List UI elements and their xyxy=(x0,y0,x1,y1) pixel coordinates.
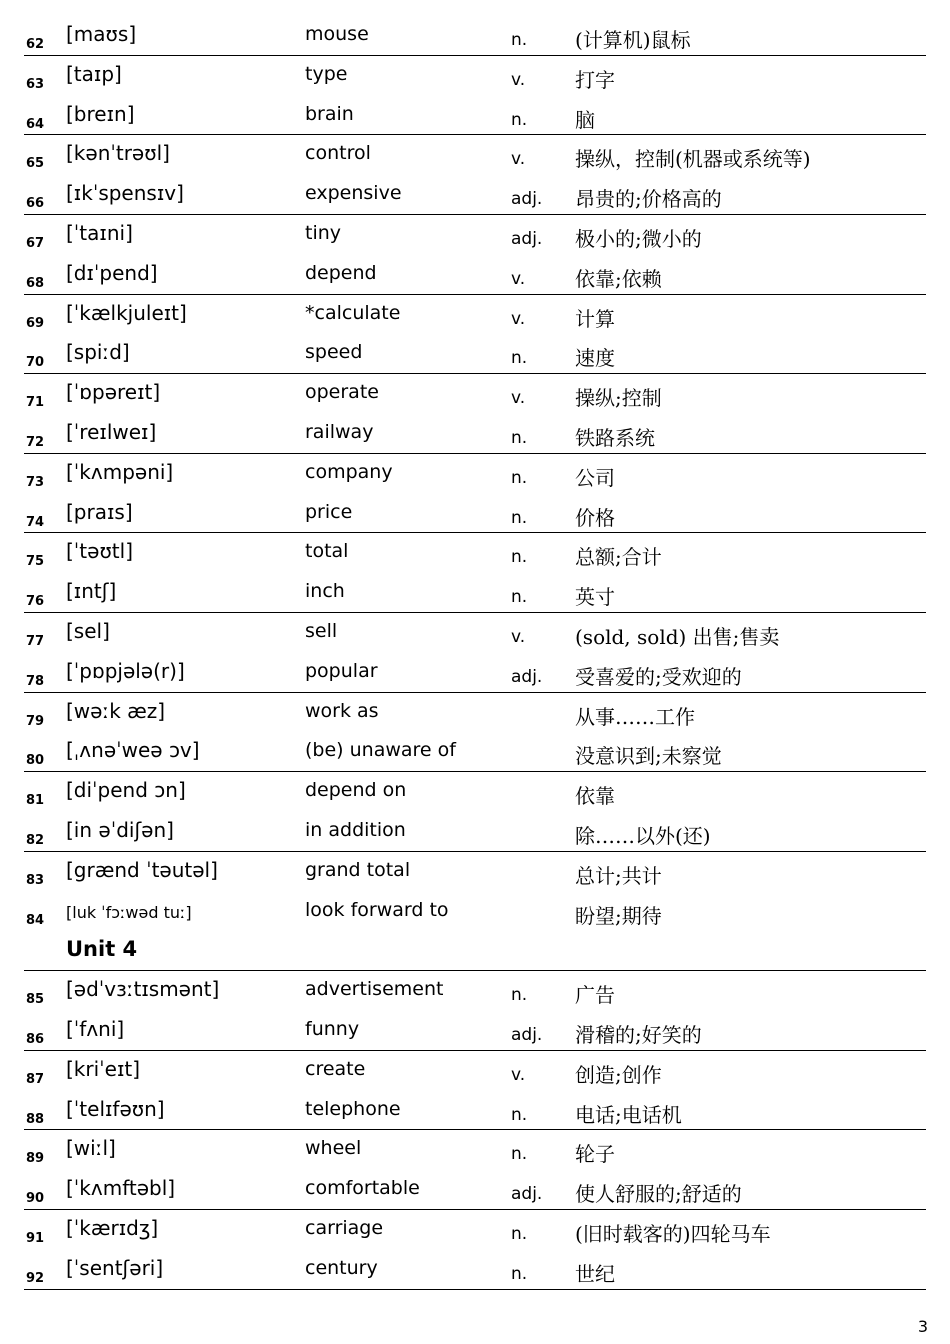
phonetic-transcription: [ˈsentʃəri] xyxy=(66,1255,164,1280)
vocab-row xyxy=(24,653,926,693)
part-of-speech: n. xyxy=(511,587,528,608)
phonetic-transcription: [ˈkʌmftəbl] xyxy=(66,1176,176,1201)
unit-heading-row xyxy=(24,931,926,971)
entry-number: 78 xyxy=(26,673,45,689)
phonetic-transcription: [ˈtelɪfəʊn] xyxy=(66,1096,165,1121)
entry-number: 70 xyxy=(26,355,45,371)
english-word: total xyxy=(305,540,349,563)
phonetic-transcription: [ˈɒpəreɪt] xyxy=(66,380,161,405)
english-word: create xyxy=(305,1057,366,1080)
chinese-meaning: 价格 xyxy=(575,505,615,530)
entry-number: 72 xyxy=(26,434,45,450)
vocab-row xyxy=(24,295,926,335)
phonetic-transcription: [maʊs] xyxy=(66,22,137,46)
phonetic-transcription: [spiːd] xyxy=(66,340,130,365)
chinese-meaning: (计算机)鼠标 xyxy=(575,28,691,52)
part-of-speech: adj. xyxy=(511,1024,543,1045)
english-word: funny xyxy=(305,1017,360,1040)
part-of-speech: n. xyxy=(511,467,528,488)
chinese-meaning: 创造;创作 xyxy=(575,1062,662,1087)
part-of-speech: n. xyxy=(511,1223,528,1244)
vocab-row xyxy=(24,56,926,96)
vocab-row xyxy=(24,1130,926,1170)
vocab-row xyxy=(24,374,926,414)
page-number: 3 xyxy=(917,1317,928,1336)
vocab-row xyxy=(24,414,926,454)
english-word: popular xyxy=(305,659,378,682)
vocab-row xyxy=(24,215,926,255)
vocab-row xyxy=(24,852,926,892)
chinese-meaning: 没意识到;未察觉 xyxy=(575,744,722,769)
phonetic-transcription: [wəːk æz] xyxy=(66,698,166,723)
chinese-meaning: 打字 xyxy=(575,67,615,92)
entry-number: 74 xyxy=(26,514,45,530)
english-word: comfortable xyxy=(305,1177,420,1200)
english-word: inch xyxy=(305,580,345,603)
english-word: *calculate xyxy=(305,301,401,324)
part-of-speech: n. xyxy=(511,1104,528,1125)
chinese-meaning: 总计;共计 xyxy=(575,863,662,888)
part-of-speech: n. xyxy=(511,427,528,448)
vocab-row xyxy=(24,971,926,1011)
english-word: type xyxy=(305,62,348,85)
vocab-row xyxy=(24,533,926,573)
part-of-speech: n. xyxy=(511,30,528,50)
english-word: work as xyxy=(305,699,379,722)
entry-number: 82 xyxy=(26,832,45,848)
part-of-speech: v. xyxy=(511,69,526,90)
entry-number: 84 xyxy=(26,912,45,928)
english-word: telephone xyxy=(305,1097,401,1120)
entry-number: 77 xyxy=(26,633,45,649)
phonetic-transcription: [kriˈeɪt] xyxy=(66,1056,141,1081)
vocab-row xyxy=(24,1170,926,1210)
vocab-row xyxy=(24,892,926,932)
chinese-meaning: 世纪 xyxy=(575,1261,615,1286)
entry-number: 64 xyxy=(26,116,45,132)
phonetic-transcription: [in əˈdiʃən] xyxy=(66,817,174,842)
vocab-row xyxy=(24,175,926,215)
part-of-speech: v. xyxy=(511,388,526,409)
chinese-meaning: (旧时载客的)四轮马车 xyxy=(575,1221,771,1246)
phonetic-transcription: [grænd ˈtəutəl] xyxy=(66,857,218,882)
vocab-row xyxy=(24,16,926,56)
entry-number: 71 xyxy=(26,395,45,411)
english-word: look forward to xyxy=(305,898,449,921)
vocab-row xyxy=(24,255,926,295)
english-word: (be) unaware of xyxy=(305,739,456,762)
phonetic-transcription: [praɪs] xyxy=(66,499,133,524)
part-of-speech: v. xyxy=(511,268,526,289)
vocabulary-sheet xyxy=(24,16,926,1290)
chinese-meaning: 从事……工作 xyxy=(575,704,695,729)
vocab-row xyxy=(24,772,926,812)
phonetic-transcription: [dɪˈpend] xyxy=(66,260,158,285)
part-of-speech: adj. xyxy=(511,666,543,687)
part-of-speech: n. xyxy=(511,109,528,130)
english-word: advertisement xyxy=(305,978,444,1001)
entry-number: 86 xyxy=(26,1031,45,1047)
chinese-meaning: 英寸 xyxy=(575,585,615,610)
english-word: expensive xyxy=(305,182,402,205)
vocab-row xyxy=(24,732,926,772)
vocab-row xyxy=(24,812,926,852)
phonetic-transcription: [ədˈvɜːtɪsmənt] xyxy=(66,977,220,1002)
vocab-row xyxy=(24,1250,926,1290)
phonetic-transcription: [ˈkælkjuleɪt] xyxy=(66,300,187,325)
chinese-meaning: 操纵，控制(机器或系统等) xyxy=(575,147,811,172)
chinese-meaning: 公司 xyxy=(575,465,615,490)
entry-number: 91 xyxy=(26,1230,45,1246)
phonetic-transcription: [diˈpend ɔn] xyxy=(66,778,186,803)
part-of-speech: v. xyxy=(511,308,526,329)
english-word: century xyxy=(305,1256,378,1279)
vocab-row xyxy=(24,494,926,534)
english-word: wheel xyxy=(305,1137,362,1160)
english-word: speed xyxy=(305,341,363,364)
phonetic-transcription: [ɪntʃ] xyxy=(66,579,117,604)
chinese-meaning: 操纵;控制 xyxy=(575,386,662,411)
entry-number: 68 xyxy=(26,275,45,291)
english-word: company xyxy=(305,460,393,483)
entry-number: 87 xyxy=(26,1071,45,1087)
part-of-speech: v. xyxy=(511,1064,526,1085)
phonetic-transcription: [ˈpɒpjələ(r)] xyxy=(66,658,185,683)
english-word: tiny xyxy=(305,221,342,244)
chinese-meaning: 广告 xyxy=(575,983,615,1008)
phonetic-transcription: [ˈtəʊtl] xyxy=(66,539,134,564)
unit-heading: Unit 4 xyxy=(66,937,138,962)
english-word: control xyxy=(305,142,371,165)
part-of-speech: n. xyxy=(511,348,528,369)
chinese-meaning: 脑 xyxy=(575,107,595,132)
vocab-row xyxy=(24,334,926,374)
part-of-speech: n. xyxy=(511,1263,528,1284)
english-word: price xyxy=(305,500,353,523)
entry-number: 67 xyxy=(26,235,45,251)
english-word: depend xyxy=(305,261,377,284)
english-word: sell xyxy=(305,619,338,642)
entry-number: 89 xyxy=(26,1151,45,1167)
chinese-meaning: 依靠;依赖 xyxy=(575,266,662,291)
chinese-meaning: 依靠 xyxy=(575,784,615,809)
phonetic-transcription: [wiːl] xyxy=(66,1136,116,1161)
chinese-meaning: 极小的;微小的 xyxy=(575,226,702,251)
phonetic-transcription: [kənˈtrəʊl] xyxy=(66,141,170,166)
english-word: brain xyxy=(305,102,354,125)
vocab-row xyxy=(24,613,926,653)
phonetic-transcription: [luk ˈfɔːwəd tuː] xyxy=(66,902,192,922)
vocab-row xyxy=(24,1051,926,1091)
phonetic-transcription: [taɪp] xyxy=(66,61,122,86)
phonetic-transcription: [ˈfʌni] xyxy=(66,1016,125,1041)
chinese-meaning: 计算 xyxy=(575,306,615,331)
vocab-row xyxy=(24,454,926,494)
chinese-meaning: 总额;合计 xyxy=(575,545,662,570)
chinese-meaning: 受喜爱的;受欢迎的 xyxy=(575,664,742,689)
english-word: in addition xyxy=(305,818,406,841)
entry-number: 66 xyxy=(26,196,45,212)
phonetic-transcription: [ˈkʌmpəni] xyxy=(66,459,174,484)
part-of-speech: n. xyxy=(511,507,528,528)
entry-number: 62 xyxy=(26,37,45,52)
english-word: grand total xyxy=(305,858,411,881)
phonetic-transcription: [ˈtaɪni] xyxy=(66,220,133,245)
part-of-speech: adj. xyxy=(511,228,543,249)
entry-number: 88 xyxy=(26,1111,45,1127)
entry-number: 75 xyxy=(26,554,45,570)
vocabulary-table-unit-4 xyxy=(24,971,926,1289)
english-word: railway xyxy=(305,420,374,443)
vocab-row xyxy=(24,1011,926,1051)
chinese-meaning: (sold, sold) 出售;售卖 xyxy=(575,624,780,649)
part-of-speech: adj. xyxy=(511,1184,543,1205)
phonetic-transcription: [ˌʌnəˈweə ɔv] xyxy=(66,738,200,763)
vocab-row xyxy=(24,573,926,613)
english-word: operate xyxy=(305,381,379,404)
vocab-row xyxy=(24,135,926,175)
phonetic-transcription: [ˈkærɪdʒ] xyxy=(66,1215,159,1240)
part-of-speech: v. xyxy=(511,626,526,647)
phonetic-transcription: [sel] xyxy=(66,618,110,643)
entry-number: 81 xyxy=(26,793,45,809)
part-of-speech: n. xyxy=(511,985,528,1006)
part-of-speech: adj. xyxy=(511,189,543,210)
english-word: mouse xyxy=(305,23,369,45)
entry-number: 73 xyxy=(26,474,45,490)
part-of-speech: n. xyxy=(511,547,528,568)
entry-number: 80 xyxy=(26,753,45,769)
vocab-row xyxy=(24,1091,926,1131)
chinese-meaning: 速度 xyxy=(575,346,615,371)
vocab-row xyxy=(24,693,926,733)
chinese-meaning: 昂贵的;价格高的 xyxy=(575,187,722,212)
entry-number: 92 xyxy=(26,1270,45,1286)
vocabulary-table-unit-3 xyxy=(24,16,926,931)
part-of-speech: n. xyxy=(511,1144,528,1165)
vocab-row xyxy=(24,96,926,136)
entry-number: 65 xyxy=(26,156,45,172)
phonetic-transcription: [ɪkˈspensɪv] xyxy=(66,181,184,206)
entry-number: 90 xyxy=(26,1191,45,1207)
phonetic-transcription: [breɪn] xyxy=(66,101,135,126)
chinese-meaning: 使人舒服的;舒适的 xyxy=(575,1182,742,1207)
entry-number: 79 xyxy=(26,713,45,729)
english-word: carriage xyxy=(305,1216,384,1239)
chinese-meaning: 铁路系统 xyxy=(575,425,655,450)
chinese-meaning: 盼望;期待 xyxy=(575,903,662,928)
entry-number: 83 xyxy=(26,872,45,888)
chinese-meaning: 轮子 xyxy=(575,1142,615,1167)
phonetic-transcription: [ˈreɪlweɪ] xyxy=(66,419,157,444)
chinese-meaning: 滑稽的;好笑的 xyxy=(575,1022,702,1047)
entry-number: 69 xyxy=(26,315,45,331)
entry-number: 76 xyxy=(26,594,45,610)
entry-number: 63 xyxy=(26,76,45,92)
vocab-row xyxy=(24,1210,926,1250)
chinese-meaning: 电话;电话机 xyxy=(575,1102,682,1127)
entry-number: 85 xyxy=(26,992,45,1008)
english-word: depend on xyxy=(305,779,407,802)
part-of-speech: v. xyxy=(511,149,526,170)
chinese-meaning: 除……以外(还) xyxy=(575,823,711,848)
